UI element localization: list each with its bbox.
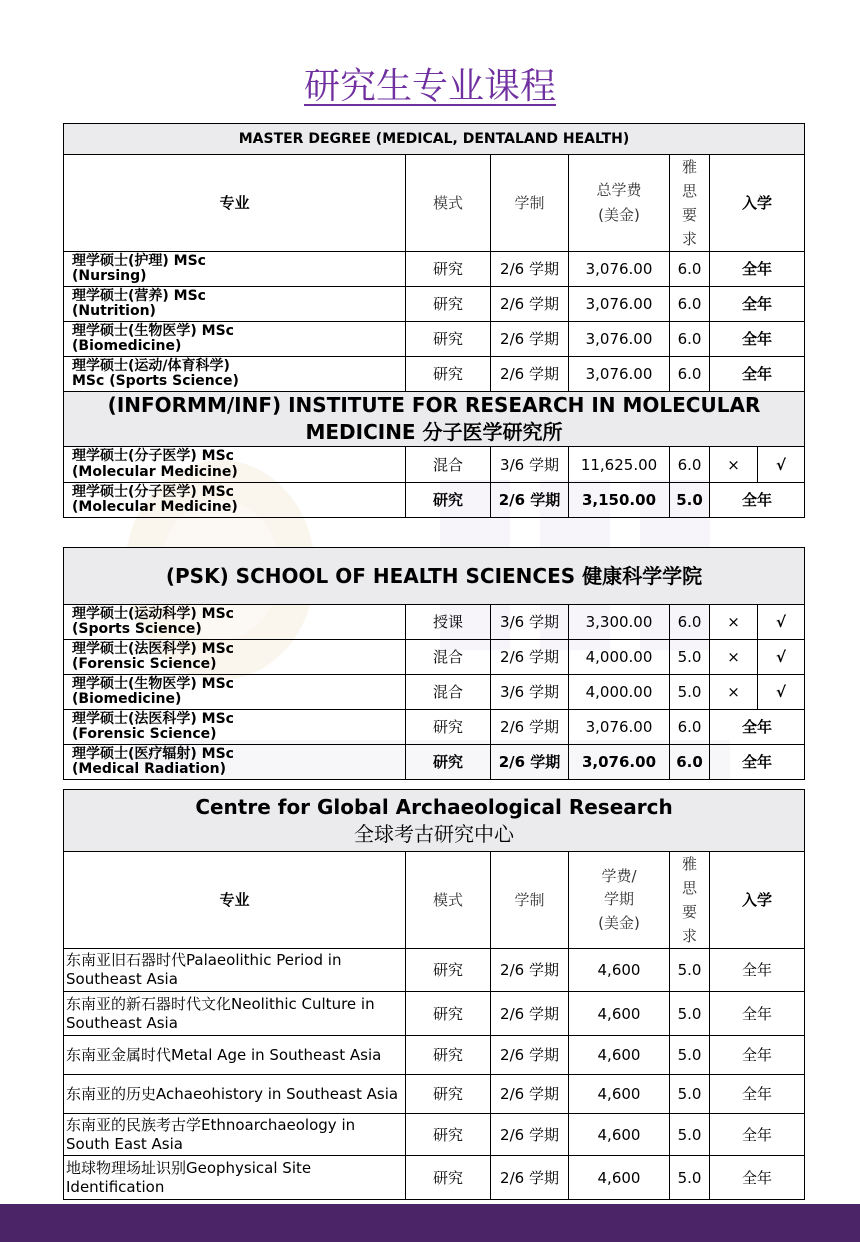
section-heading	[64, 790, 805, 852]
program-name	[64, 640, 406, 675]
program-name-zh: 理学硕士(法医科学) MSc	[72, 640, 234, 657]
ielts-cell: 6.0	[670, 745, 710, 780]
program-name	[64, 710, 406, 745]
mode-cell: 研究	[406, 1156, 491, 1200]
ielts-cell: 5.0	[670, 640, 710, 675]
intake-cell: 全年	[710, 252, 805, 287]
program-name-line: 东南亚的历史Achaeohistory in Southeast Asia	[66, 1084, 399, 1103]
fee-cell: 4,000.00	[569, 675, 670, 710]
mode-cell: 研究	[406, 745, 491, 780]
header-program: 专业	[64, 852, 406, 949]
ielts-cell: 6.0	[670, 252, 710, 287]
ielts-cell: 5.0	[670, 992, 710, 1036]
intake-cell: 全年	[710, 322, 805, 357]
section-heading: MASTER DEGREE (MEDICAL, DENTALAND HEALTH)	[64, 124, 805, 155]
mode-cell: 研究	[406, 992, 491, 1036]
header-fee-line: 学费/	[601, 867, 637, 886]
duration-cell: 3/6 学期	[491, 675, 569, 710]
program-name	[64, 252, 406, 287]
program-name-en: (Biomedicine)	[72, 691, 182, 707]
intake-cell: 全年	[710, 357, 805, 392]
program-name-zh: 理学硕士(运动/体育科学)	[72, 357, 230, 374]
duration-cell: 3/6 学期	[491, 605, 569, 640]
table-row	[64, 287, 805, 322]
header-ielts-char: 思	[681, 879, 697, 897]
mode-cell: 授课	[406, 605, 491, 640]
header-ielts	[670, 852, 710, 949]
header-fee-line: 学期	[603, 890, 634, 909]
fee-cell: 4,600	[569, 992, 670, 1036]
table-row	[64, 483, 805, 518]
program-name-line: 东南亚金属时代Metal Age in Southeast Asia	[66, 1045, 382, 1064]
table-row	[64, 357, 805, 392]
header-ielts-char: 要	[681, 206, 697, 224]
mode-cell: 混合	[406, 675, 491, 710]
duration-cell: 2/6 学期	[491, 357, 569, 392]
program-name	[64, 1156, 406, 1200]
header-duration: 学制	[491, 155, 569, 252]
fee-cell: 3,150.00	[569, 483, 670, 518]
section-heading-line: MEDICINE 分子医学研究所	[305, 420, 563, 444]
table-row	[64, 1075, 805, 1114]
intake-yes-cell: √	[758, 447, 805, 483]
program-name-line: Southeast Asia	[66, 1013, 178, 1032]
ielts-cell: 6.0	[670, 447, 710, 483]
program-name-line: 地球物理场址识别Geophysical Site	[66, 1158, 312, 1177]
fee-cell: 3,300.00	[569, 605, 670, 640]
header-fee-label: 总学费	[596, 180, 642, 199]
mode-cell: 研究	[406, 322, 491, 357]
header-duration: 学制	[491, 852, 569, 949]
duration-cell: 2/6 学期	[491, 710, 569, 745]
fee-cell: 3,076.00	[569, 252, 670, 287]
table-row	[64, 1036, 805, 1075]
intake-cell: 全年	[710, 1075, 805, 1114]
program-name-en: (Nutrition)	[72, 303, 156, 319]
program-name	[64, 992, 406, 1036]
program-name-line: Identification	[66, 1177, 165, 1196]
mode-cell: 研究	[406, 949, 491, 992]
program-name	[64, 1114, 406, 1156]
duration-cell: 2/6 学期	[491, 1156, 569, 1200]
fee-cell: 11,625.00	[569, 447, 670, 483]
table-row	[64, 675, 805, 710]
intake-no-cell: ×	[710, 605, 758, 640]
mode-cell: 混合	[406, 640, 491, 675]
health-sciences-table	[63, 547, 805, 780]
intake-no-cell: ×	[710, 447, 758, 483]
section-heading-line: (INFORMM/INF) INSTITUTE FOR RESEARCH IN MOLECULAR	[107, 393, 761, 417]
intake-cell: 全年	[710, 710, 805, 745]
program-name-en: (Sports Science)	[72, 621, 202, 637]
fee-cell: 4,600	[569, 1114, 670, 1156]
intake-cell: 全年	[710, 1036, 805, 1075]
program-name	[64, 745, 406, 780]
header-fee-line: (美金)	[598, 913, 640, 932]
intake-cell: 全年	[710, 287, 805, 322]
mode-cell: 研究	[406, 483, 491, 518]
program-name-en: (Molecular Medicine)	[72, 499, 238, 515]
master-degree-table	[63, 123, 805, 518]
program-name	[64, 605, 406, 640]
program-name-en: (Medical Radiation)	[72, 761, 227, 777]
archaeology-table	[63, 789, 805, 1200]
fee-cell: 4,600	[569, 1075, 670, 1114]
program-name-zh: 理学硕士(分子医学) MSc	[72, 483, 234, 500]
duration-cell: 2/6 学期	[491, 949, 569, 992]
intake-cell: 全年	[710, 992, 805, 1036]
program-name-line: 东南亚的新石器时代文化Neolithic Culture in	[66, 994, 375, 1013]
header-ielts-char: 求	[681, 927, 697, 945]
duration-cell: 2/6 学期	[491, 1114, 569, 1156]
header-ielts-char: 雅	[681, 158, 697, 176]
program-name	[64, 1075, 406, 1114]
ielts-cell: 6.0	[670, 357, 710, 392]
intake-yes-cell: √	[758, 605, 805, 640]
table-row	[64, 1114, 805, 1156]
program-name-zh: 理学硕士(营养) MSc	[72, 287, 206, 304]
program-name	[64, 1036, 406, 1075]
mode-cell: 研究	[406, 1075, 491, 1114]
program-name-zh: 理学硕士(运动科学) MSc	[72, 605, 234, 622]
program-name-line: 东南亚旧石器时代Palaeolithic Period in	[66, 951, 342, 970]
table-row	[64, 949, 805, 992]
ielts-cell: 5.0	[670, 1114, 710, 1156]
fee-cell: 4,000.00	[569, 640, 670, 675]
ielts-cell: 5.0	[670, 949, 710, 992]
table-row	[64, 1156, 805, 1200]
duration-cell: 2/6 学期	[491, 1036, 569, 1075]
fee-cell: 3,076.00	[569, 745, 670, 780]
mode-cell: 研究	[406, 1114, 491, 1156]
ielts-cell: 5.0	[670, 1036, 710, 1075]
program-name-zh: 理学硕士(生物医学) MSc	[72, 675, 234, 692]
table-row	[64, 605, 805, 640]
ielts-cell: 5.0	[670, 675, 710, 710]
intake-cell: 全年	[710, 1114, 805, 1156]
header-fee	[569, 155, 670, 252]
intake-no-cell: ×	[710, 675, 758, 710]
fee-cell: 4,600	[569, 949, 670, 992]
section-heading-line: 全球考古研究中心	[354, 821, 515, 846]
table-row	[64, 640, 805, 675]
intake-no-cell: ×	[710, 640, 758, 675]
program-name	[64, 322, 406, 357]
program-name	[64, 675, 406, 710]
program-name-zh: 理学硕士(法医科学) MSc	[72, 710, 234, 727]
program-name-en: (Nursing)	[72, 268, 147, 284]
table-row	[64, 322, 805, 357]
program-name	[64, 447, 406, 483]
intake-cell: 全年	[710, 745, 805, 780]
program-name-en: (Molecular Medicine)	[72, 463, 238, 480]
fee-cell: 3,076.00	[569, 357, 670, 392]
duration-cell: 2/6 学期	[491, 322, 569, 357]
mode-cell: 研究	[406, 710, 491, 745]
program-name-en: (Forensic Science)	[72, 726, 217, 742]
duration-cell: 3/6 学期	[491, 447, 569, 483]
duration-cell: 2/6 学期	[491, 1075, 569, 1114]
header-ielts-char: 思	[681, 182, 697, 200]
duration-cell: 2/6 学期	[491, 287, 569, 322]
mode-cell: 研究	[406, 252, 491, 287]
program-name	[64, 949, 406, 992]
duration-cell: 2/6 学期	[491, 483, 569, 518]
program-name-zh: 理学硕士(医疗辐射) MSc	[72, 745, 234, 762]
ielts-cell: 6.0	[670, 710, 710, 745]
ielts-cell: 5.0	[670, 483, 710, 518]
program-name-zh: 理学硕士(生物医学) MSc	[72, 322, 234, 339]
header-ielts-char: 要	[681, 903, 697, 921]
intake-cell: 全年	[710, 949, 805, 992]
section-heading-line: Centre for Global Archaeological Research	[195, 794, 673, 819]
ielts-cell: 6.0	[670, 322, 710, 357]
program-name	[64, 357, 406, 392]
program-name-en: MSc (Sports Science)	[72, 373, 239, 389]
duration-cell: 2/6 学期	[491, 640, 569, 675]
fee-cell: 4,600	[569, 1156, 670, 1200]
mode-cell: 研究	[406, 1036, 491, 1075]
intake-cell: 全年	[710, 483, 805, 518]
header-fee-unit: (美金)	[598, 206, 640, 224]
table-row	[64, 252, 805, 287]
program-name-en: (Forensic Science)	[72, 656, 217, 672]
ielts-cell: 6.0	[670, 287, 710, 322]
fee-cell: 3,076.00	[569, 287, 670, 322]
program-name-en: (Biomedicine)	[72, 338, 182, 354]
table-row	[64, 745, 805, 780]
intake-yes-cell: √	[758, 675, 805, 710]
ielts-cell: 5.0	[670, 1156, 710, 1200]
table-row	[64, 447, 805, 483]
section-heading	[64, 392, 805, 447]
program-name-zh: 理学硕士(护理) MSc	[72, 252, 206, 269]
page-title: 研究生专业课程	[303, 66, 556, 107]
footer-bar	[0, 1204, 860, 1242]
ielts-cell: 5.0	[670, 1075, 710, 1114]
ielts-cell: 6.0	[670, 605, 710, 640]
header-ielts-char: 求	[681, 230, 697, 248]
program-name-line: South East Asia	[66, 1134, 183, 1153]
header-program: 专业	[64, 155, 406, 252]
duration-cell: 2/6 学期	[491, 252, 569, 287]
fee-cell: 3,076.00	[569, 322, 670, 357]
intake-cell: 全年	[710, 1156, 805, 1200]
program-name	[64, 287, 406, 322]
header-intake: 入学	[710, 852, 805, 949]
header-intake: 入学	[710, 155, 805, 252]
mode-cell: 研究	[406, 357, 491, 392]
header-mode: 模式	[406, 852, 491, 949]
fee-cell: 4,600	[569, 1036, 670, 1075]
mode-cell: 混合	[406, 447, 491, 483]
table-row	[64, 992, 805, 1036]
duration-cell: 2/6 学期	[491, 745, 569, 780]
program-name-line: Southeast Asia	[66, 970, 178, 988]
table-row	[64, 710, 805, 745]
mode-cell: 研究	[406, 287, 491, 322]
header-mode: 模式	[406, 155, 491, 252]
section-heading: (PSK) SCHOOL OF HEALTH SCIENCES 健康科学学院	[64, 548, 805, 605]
header-fee	[569, 852, 670, 949]
header-ielts-char: 雅	[681, 855, 697, 873]
intake-yes-cell: √	[758, 640, 805, 675]
program-name-line: 东南亚的民族考古学Ethnoarchaeology in	[66, 1115, 356, 1134]
header-ielts	[670, 155, 710, 252]
duration-cell: 2/6 学期	[491, 992, 569, 1036]
fee-cell: 3,076.00	[569, 710, 670, 745]
program-name-zh: 理学硕士(分子医学) MSc	[72, 448, 234, 465]
program-name	[64, 483, 406, 518]
